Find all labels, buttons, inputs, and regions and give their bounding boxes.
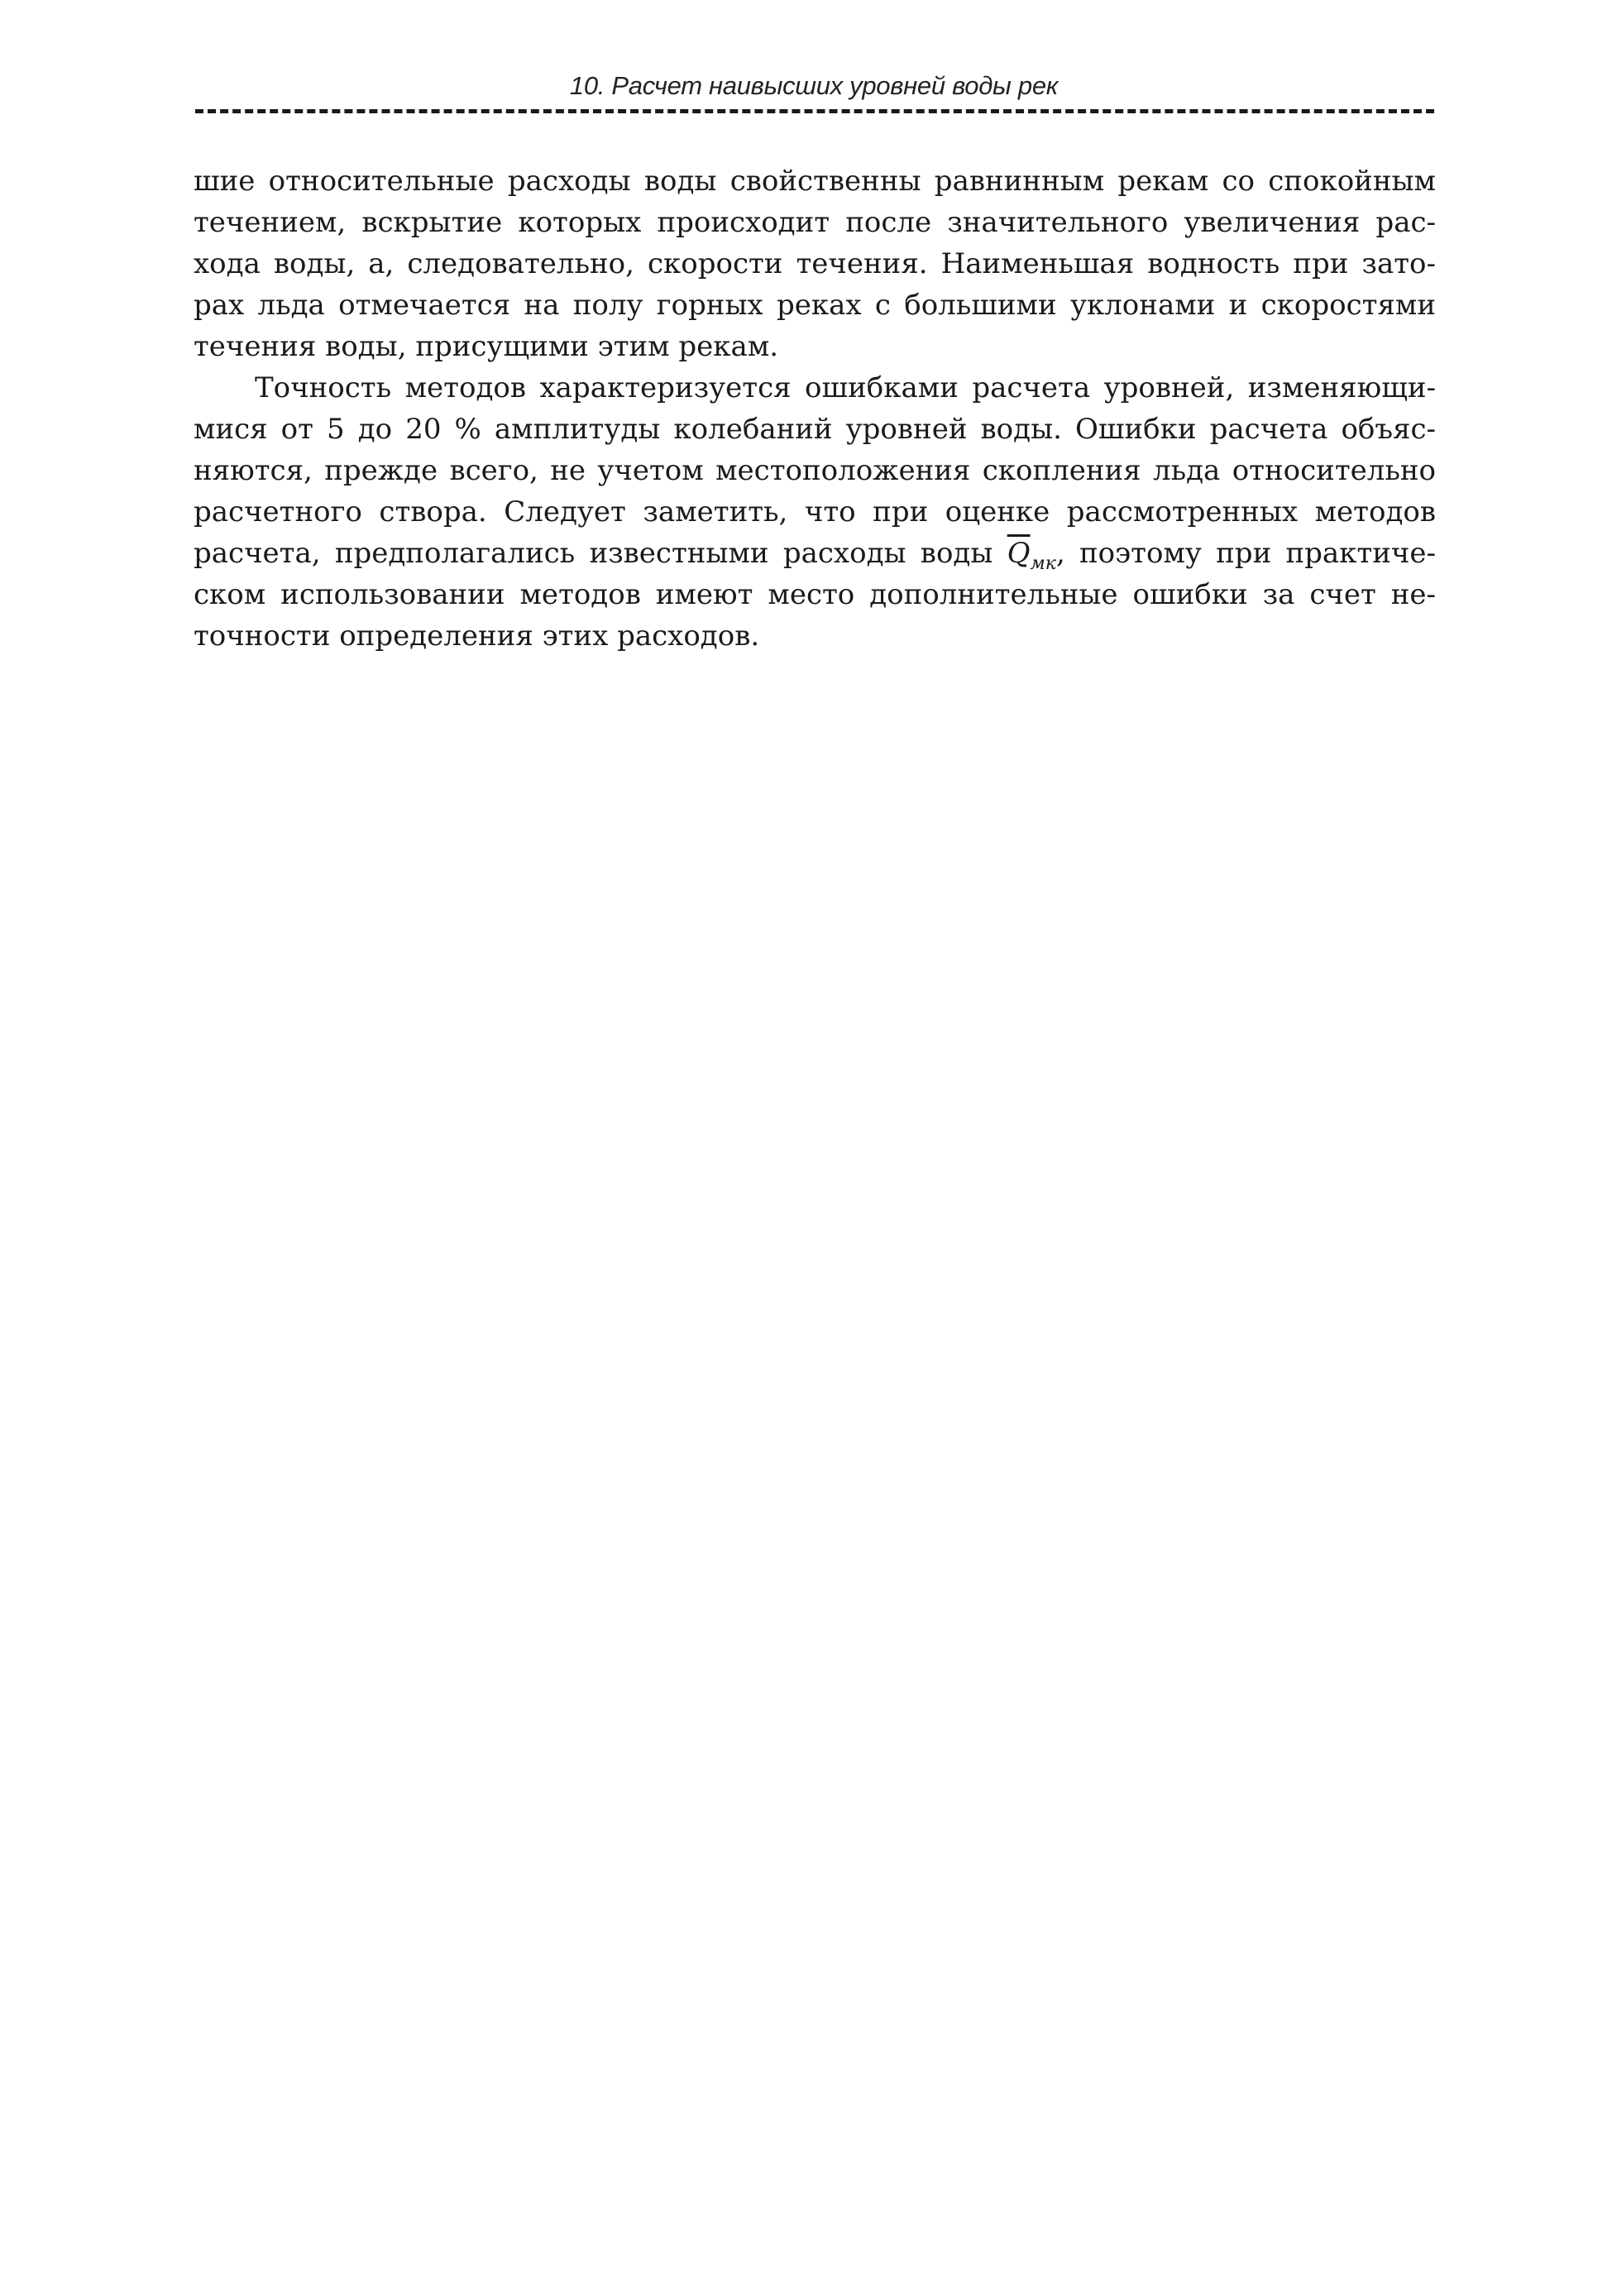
- header-dashed-rule: [195, 109, 1434, 113]
- text-line: ском использовании методов имеют место дополнительные ошибки за счет не-: [194, 578, 1436, 611]
- text-line: течения воды, присущими этим рекам.: [194, 330, 779, 363]
- formula-line-after: , поэтому при практиче-: [1055, 537, 1436, 570]
- formula-line-before: расчета, предполагались известными расходы воды: [194, 537, 1007, 570]
- text-line: Точность методов характеризуется ошибками расчета уровней, изменяющи-: [255, 371, 1436, 404]
- formula-subscript: мк: [1030, 553, 1056, 574]
- text-line: мися от 5 до 20 % амплитуды колебаний уровней воды. Ошибки расчета объяс-: [194, 413, 1436, 446]
- text-line: рах льда отмечается на полу горных реках с большими уклонами и скоростями: [194, 289, 1436, 322]
- paragraph-1: [194, 160, 1436, 367]
- text-line: хода воды, а, следовательно, скорости течения. Наименьшая водность при зато-: [194, 247, 1436, 280]
- text-line-with-formula: [194, 533, 1436, 574]
- text-line: точности определения этих расходов.: [194, 619, 760, 653]
- text-line: шие относительные расходы воды свойственны равнинным рекам со спокойным: [194, 165, 1436, 198]
- running-header: 10. Расчет наивысших уровней воды рек: [569, 71, 1059, 100]
- text-line: няются, прежде всего, не учетом местоположения скопления льда относительно: [194, 454, 1436, 487]
- text-line: течением, вскрытие которых происходит после значительного увеличения рас-: [194, 206, 1436, 239]
- formula-symbol-q: $\overline{Q}$: [1007, 537, 1031, 570]
- body-text: [194, 160, 1436, 657]
- paragraph-2: [194, 367, 1436, 657]
- text-line: расчетного створа. Следует заметить, что при оценке рассмотренных методов: [194, 495, 1436, 529]
